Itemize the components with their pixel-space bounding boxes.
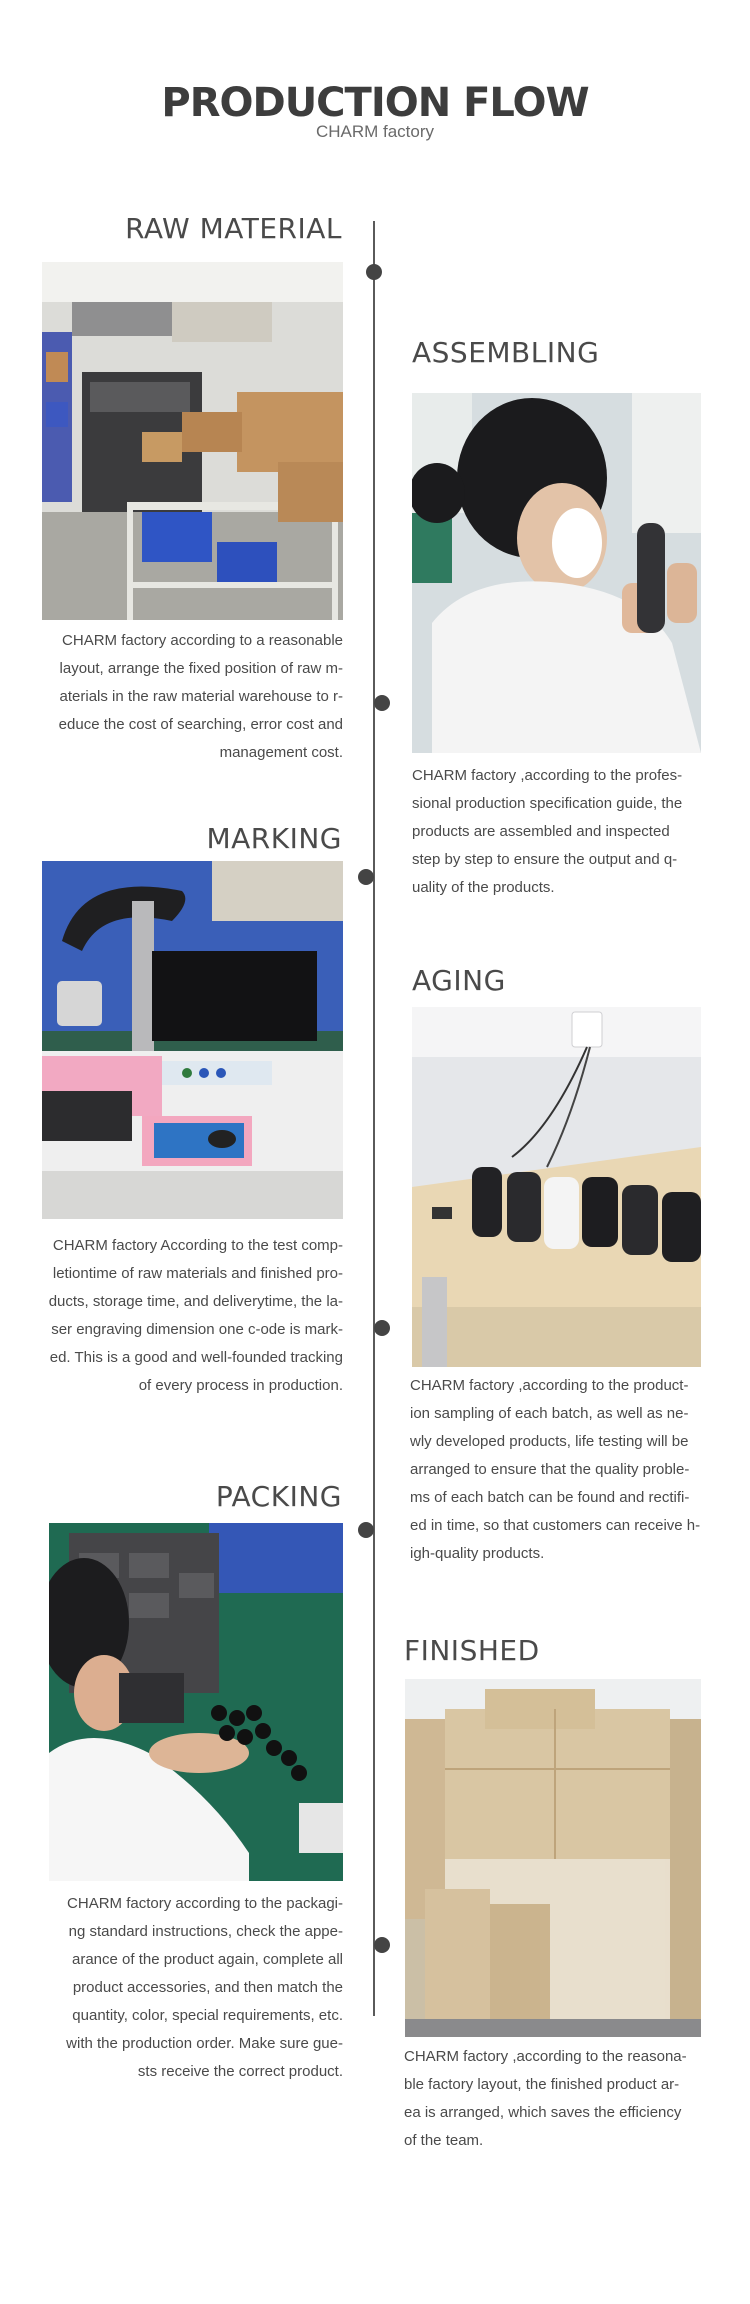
timeline-dot [374, 1937, 390, 1953]
step-description-packing [30, 1890, 343, 2086]
description-line: educe the cost of searching, error cost and [58, 716, 343, 733]
description-line: ducts, storage time, and deliverytime, the la- [48, 1293, 343, 1310]
timeline-dot [374, 1320, 390, 1336]
description-line: sional production specification guide, the [412, 795, 683, 812]
timeline-dot [366, 264, 382, 280]
description-line: sts receive the correct product. [137, 2063, 343, 2080]
description-line: aterials in the raw material warehouse to r- [59, 688, 343, 705]
description-line: ed. This is a good and well-founded tracking [49, 1349, 343, 1366]
description-line: CHARM factory ,according to the profes- [412, 767, 683, 784]
description-line: ser engraving dimension one c-ode is mark- [51, 1321, 343, 1338]
timeline-line [373, 221, 375, 2016]
step-heading-packing: PACKING [215, 1480, 342, 1513]
finished-photo [405, 1679, 701, 2037]
page-title: PRODUCTION FLOW [161, 80, 589, 126]
timeline-dot [358, 869, 374, 885]
step-description-marking [15, 1232, 343, 1400]
timeline-dot [358, 1522, 374, 1538]
description-line: igh-quality products. [410, 1545, 545, 1562]
description-line: step by step to ensure the output and q- [412, 851, 678, 868]
assembling-photo [412, 393, 701, 753]
description-line: wly developed products, life testing will be [410, 1433, 689, 1450]
description-line: CHARM factory ,according to the product- [410, 1377, 689, 1394]
description-line: of the team. [404, 2132, 484, 2149]
step-heading-aging: AGING [412, 964, 506, 997]
step-heading-assembling: ASSEMBLING [412, 336, 600, 369]
description-line: ms of each batch can be found and rectifi- [410, 1489, 690, 1506]
description-line: management cost. [219, 744, 343, 761]
description-line: letiontime of raw materials and finished pro- [52, 1265, 343, 1282]
description-line: arranged to ensure that the quality proble- [410, 1461, 690, 1478]
description-line: arance of the product again, complete all [71, 1951, 343, 1968]
description-line: ion sampling of each batch, as well as ne- [410, 1405, 689, 1422]
raw-material-photo [42, 262, 343, 620]
step-description-finished [404, 2043, 714, 2155]
description-line: ea is arranged, which saves the efficiency [404, 2104, 682, 2121]
step-heading-finished: FINISHED [404, 1634, 540, 1667]
description-line: of every process in production. [138, 1377, 343, 1394]
description-line: products are assembled and inspected [412, 823, 670, 840]
description-line: ed in time, so that customers can receive h- [410, 1517, 701, 1534]
marking-photo [42, 861, 343, 1219]
description-line: ng standard instructions, check the appe- [68, 1923, 343, 1940]
description-line: CHARM factory according to a reasonable [62, 632, 343, 649]
step-heading-marking: MARKING [206, 822, 342, 855]
step-description-raw-material [30, 627, 343, 767]
description-line: CHARM factory ,according to the reasona- [404, 2048, 687, 2065]
description-line: quantity, color, special requirements, etc. [72, 2007, 343, 2024]
step-description-assembling [412, 762, 712, 902]
packing-photo [49, 1523, 343, 1881]
description-line: ble factory layout, the finished product ar- [404, 2076, 680, 2093]
description-line: CHARM factory according to the packagi- [67, 1895, 343, 1912]
step-heading-raw-material: RAW MATERIAL [125, 212, 342, 245]
page-subtitle: CHARM factory [315, 122, 435, 141]
description-line: CHARM factory According to the test comp- [52, 1237, 343, 1254]
description-line: layout, arrange the fixed position of raw m- [59, 660, 343, 677]
description-line: product accessories, and then match the [72, 1979, 343, 1996]
description-line: uality of the products. [412, 879, 555, 896]
timeline-dot [374, 695, 390, 711]
aging-photo [412, 1007, 701, 1367]
description-line: with the production order. Make sure gue- [66, 2035, 343, 2052]
step-description-aging [410, 1372, 725, 1568]
